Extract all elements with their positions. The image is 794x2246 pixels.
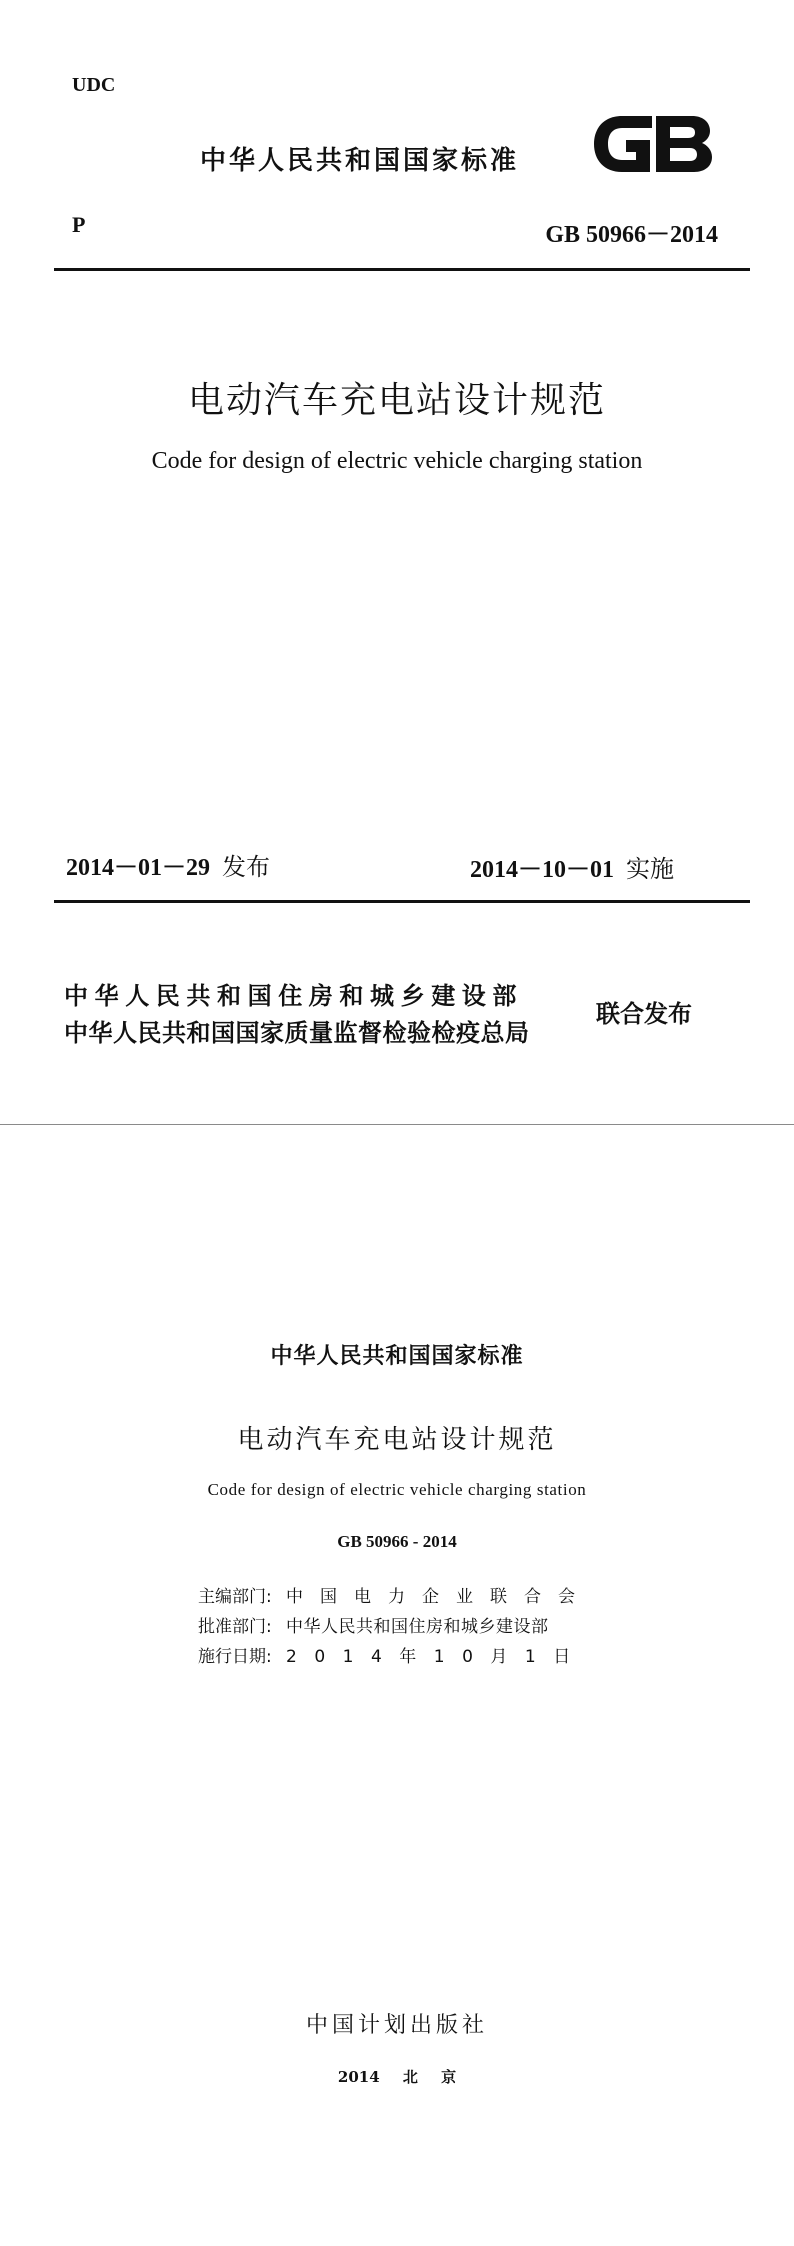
title-page-title-english: Code for design of electric vehicle charging station bbox=[207, 1480, 587, 1499]
info-label: 施行日期: bbox=[198, 1647, 272, 1667]
cover-title-english: Code for design of electric vehicle charging station bbox=[151, 448, 643, 474]
title-page-standard-number: GB 50966 - 2014 bbox=[337, 1532, 457, 1551]
info-value: 中华人民共和国住房和城乡建设部 bbox=[286, 1617, 549, 1637]
implement-label: 实施 bbox=[626, 855, 674, 883]
joint-publish-label: 联合发布 bbox=[596, 1000, 692, 1028]
publisher-quality-administration: 中华人民共和国国家质量监督检验检疫总局 bbox=[64, 1019, 530, 1047]
issue-date-line bbox=[66, 847, 270, 882]
info-label: 批准部门: bbox=[198, 1617, 272, 1637]
standard-header: 中华人民共和国国家标准 bbox=[200, 146, 520, 176]
info-value: 中国电力企业联合会 bbox=[286, 1587, 592, 1607]
cover-title-chinese: 电动汽车充电站设计规范 bbox=[187, 380, 606, 421]
publisher-ministry-housing: 中华人民共和国住房和城乡建设部 bbox=[64, 982, 523, 1010]
implement-date: 2014－10－01 bbox=[470, 857, 614, 883]
title-page-title-chinese: 电动汽车充电站设计规范 bbox=[237, 1425, 557, 1455]
issue-date: 2014－01－29 bbox=[66, 855, 210, 881]
issue-label: 发布 bbox=[222, 853, 270, 881]
press-name: 中国计划出版社 bbox=[305, 2013, 488, 2038]
title-page-header: 中华人民共和国国家标准 bbox=[270, 1344, 524, 1369]
info-row-chief-editor bbox=[198, 1582, 592, 1607]
info-value: 2014年10月1日 bbox=[286, 1647, 588, 1667]
gb-logo-icon bbox=[588, 110, 716, 178]
info-row-approver bbox=[198, 1612, 549, 1637]
info-row-effective-date bbox=[198, 1642, 588, 1667]
standard-number: GB 50966－2014 bbox=[545, 222, 718, 248]
header-rule bbox=[54, 268, 750, 271]
page-divider bbox=[0, 1124, 794, 1125]
udc-label: UDC bbox=[72, 74, 116, 96]
info-label: 主编部门: bbox=[198, 1587, 272, 1607]
gb-logo-text: GB bbox=[588, 110, 590, 111]
implement-date-line bbox=[470, 849, 674, 884]
classification-code: P bbox=[72, 212, 86, 237]
date-rule bbox=[54, 900, 750, 903]
press-place-year: 2014 北 京 bbox=[337, 2068, 457, 2086]
